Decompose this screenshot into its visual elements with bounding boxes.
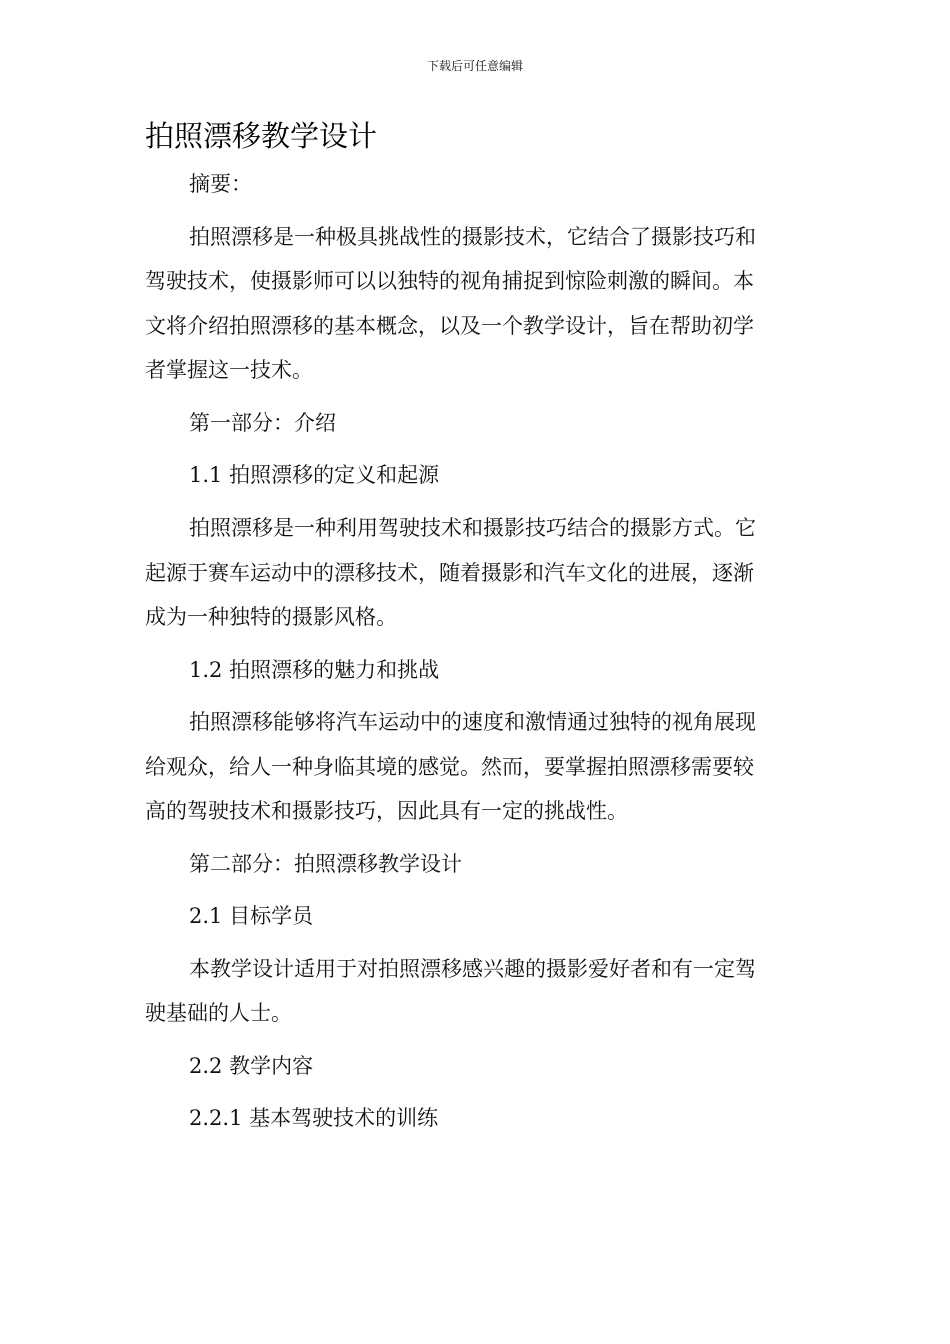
paragraph-line: 拍照漂移是一种极具挑战性的摄影技术，它结合了摄影技巧和 bbox=[189, 225, 756, 249]
paragraph-line: 起源于赛车运动中的漂移技术，随着摄影和汽车文化的进展，逐渐 bbox=[145, 561, 754, 585]
subsection-heading: 1.1 拍照漂移的定义和起源 bbox=[189, 463, 440, 487]
paragraph-line: 驶基础的人士。 bbox=[145, 1001, 292, 1025]
paragraph-line: 文将介绍拍照漂移的基本概念，以及一个教学设计，旨在帮助初学 bbox=[145, 314, 754, 338]
paragraph-line: 者掌握这一技术。 bbox=[145, 358, 313, 382]
paragraph-line: 拍照漂移是一种利用驾驶技术和摄影技巧结合的摄影方式。它 bbox=[189, 516, 756, 540]
subsection-heading: 2.2.1 基本驾驶技术的训练 bbox=[189, 1106, 439, 1130]
header-note: 下载后可任意编辑 bbox=[426, 59, 523, 73]
paragraph-line: 驾驶技术，使摄影师可以以独特的视角捕捉到惊险刺激的瞬间。本 bbox=[145, 269, 754, 293]
subsection-heading: 1.2 拍照漂移的魅力和挑战 bbox=[189, 658, 440, 682]
section-heading: 第二部分：拍照漂移教学设计 bbox=[189, 852, 462, 876]
paragraph-line: 拍照漂移能够将汽车运动中的速度和激情通过独特的视角展现 bbox=[189, 710, 756, 734]
paragraph-line: 成为一种独特的摄影风格。 bbox=[145, 605, 397, 629]
paragraph-line: 高的驾驶技术和摄影技巧，因此具有一定的挑战性。 bbox=[145, 799, 628, 823]
document-title: 拍照漂移教学设计 bbox=[145, 119, 378, 153]
subsection-heading: 2.2 教学内容 bbox=[189, 1054, 314, 1078]
abstract-heading: 摘要： bbox=[189, 172, 252, 196]
section-heading: 第一部分：介绍 bbox=[189, 411, 336, 435]
paragraph-line: 本教学设计适用于对拍照漂移感兴趣的摄影爱好者和有一定驾 bbox=[189, 957, 756, 981]
subsection-heading: 2.1 目标学员 bbox=[189, 904, 314, 928]
paragraph-line: 给观众，给人一种身临其境的感觉。然而，要掌握拍照漂移需要较 bbox=[145, 755, 754, 779]
